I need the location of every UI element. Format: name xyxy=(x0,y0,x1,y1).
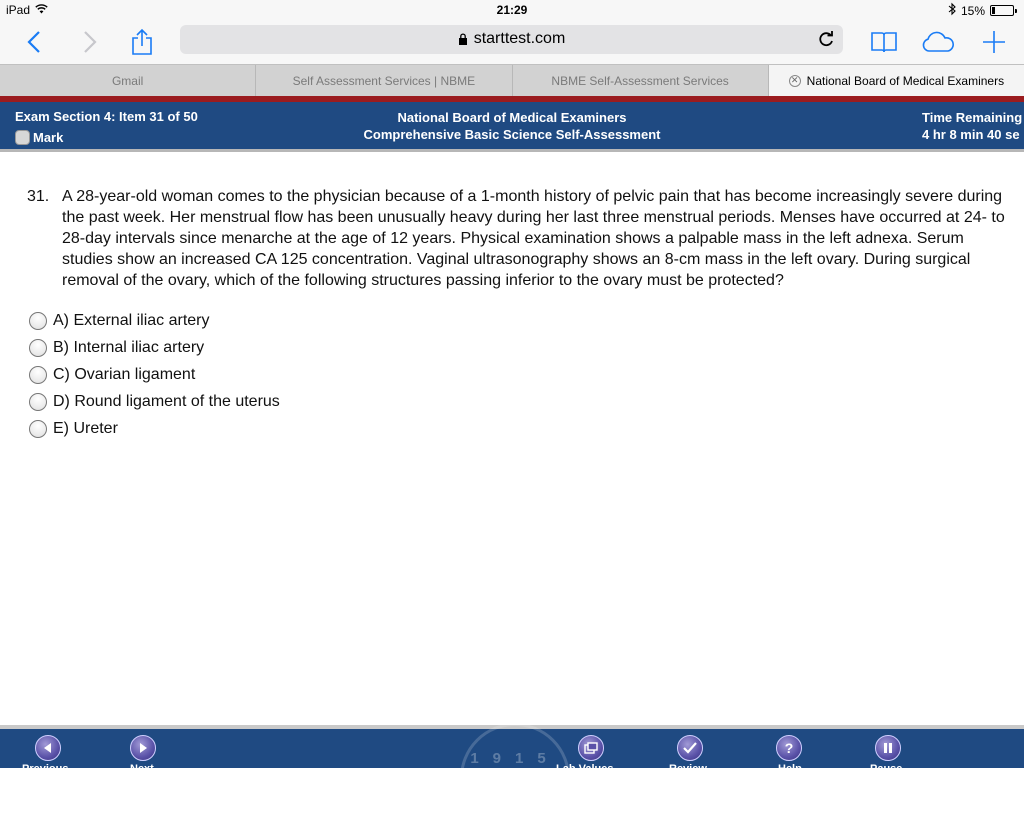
time-value: 4 hr 8 min 40 se xyxy=(922,127,1020,142)
bookmarks-button[interactable] xyxy=(868,26,900,58)
battery-percent: 15% xyxy=(960,3,985,18)
lab-values-button[interactable] xyxy=(578,735,604,761)
question-text: A 28-year-old woman comes to the physician because of a 1-month history of pelvic pain that has become increasingly severe during the past week. Her menstrual flow has been unusually heavy during her last three menstrual periods. Menses have occurred at 24- to 28-day intervals since menarche at the age of 12 years. Physical examination shows a palpable mass in the left adnexa. Serum studies show an increased CA 125 concentration. Vaginal ultrasonography shows an 8-cm mass in the left ovary. During surgical removal of the ovary, which of the following structures passing inferior to the ovary must be protected? xyxy=(62,188,1005,289)
question-number: 31. xyxy=(27,188,50,205)
tab-label: National Board of Medical Examiners xyxy=(806,73,1005,88)
address-bar[interactable] xyxy=(180,25,843,54)
radio-button[interactable] xyxy=(29,366,47,384)
reload-icon xyxy=(817,29,835,49)
previous-label[interactable]: Previous xyxy=(22,763,69,775)
plus-icon xyxy=(982,30,1006,54)
radio-button[interactable] xyxy=(29,393,47,411)
back-button[interactable] xyxy=(18,26,50,58)
url-text: starttest.com xyxy=(473,30,566,47)
icloud-tabs-button[interactable] xyxy=(922,26,954,58)
radio-button[interactable] xyxy=(29,339,47,357)
checkmark-icon xyxy=(683,742,697,754)
org-name: National Board of Medical Examiners xyxy=(397,110,627,125)
share-icon xyxy=(131,28,153,56)
mark-label: Mark xyxy=(33,130,64,145)
reload-button[interactable] xyxy=(817,29,835,54)
time-remaining xyxy=(922,109,1022,143)
radio-button[interactable] xyxy=(29,420,47,438)
answer-label: A) External iliac artery xyxy=(53,311,210,329)
ios-status-bar xyxy=(0,0,1024,20)
pause-button[interactable] xyxy=(875,735,901,761)
answer-label: C) Ovarian ligament xyxy=(53,365,196,383)
new-tab-button[interactable] xyxy=(978,26,1010,58)
review-label[interactable]: Review xyxy=(669,763,707,775)
lab-values-label[interactable]: Lab Values xyxy=(556,763,614,775)
book-icon xyxy=(870,31,898,53)
help-button[interactable] xyxy=(776,735,802,761)
chevron-right-icon xyxy=(83,31,97,53)
review-button[interactable] xyxy=(677,735,703,761)
forward-button[interactable] xyxy=(74,26,106,58)
close-tab-icon[interactable]: ✕ xyxy=(789,75,801,87)
chevron-left-icon xyxy=(27,31,41,53)
tab-nbme-active[interactable] xyxy=(769,65,1024,96)
time-label: Time Remaining xyxy=(922,110,1023,125)
pause-icon xyxy=(883,742,893,754)
radio-button[interactable] xyxy=(29,312,47,330)
browser-toolbar xyxy=(0,20,1024,64)
share-button[interactable] xyxy=(126,26,158,58)
answer-options xyxy=(29,307,280,442)
pause-label[interactable]: Pause xyxy=(870,763,903,775)
answer-option-b[interactable] xyxy=(29,334,280,361)
answer-option-a[interactable] xyxy=(29,307,280,334)
nbme-seal-watermark xyxy=(460,723,570,833)
tab-gmail[interactable]: Gmail xyxy=(0,65,256,96)
tab-self-assessment-services[interactable]: Self Assessment Services | NBME xyxy=(256,65,512,96)
question-mark-icon: ? xyxy=(784,740,794,756)
arrow-left-icon xyxy=(42,742,54,754)
bottom-navigation-bar xyxy=(0,725,1024,775)
bluetooth-icon xyxy=(948,3,956,18)
lock-icon xyxy=(458,33,468,45)
seal-year: 1915 xyxy=(470,750,560,767)
exam-header xyxy=(0,102,1024,152)
help-label[interactable]: Help xyxy=(778,763,802,775)
cloud-icon xyxy=(921,31,955,53)
answer-label: B) Internal iliac artery xyxy=(53,338,205,356)
tab-bar xyxy=(0,64,1024,96)
exam-name: Comprehensive Basic Science Self-Assessment xyxy=(363,127,661,142)
answer-label: D) Round ligament of the uterus xyxy=(53,392,280,410)
question-stem xyxy=(27,186,1007,291)
lab-values-icon xyxy=(584,742,598,754)
answer-option-e[interactable] xyxy=(29,415,280,442)
exam-section-label: Exam Section 4: Item 31 of 50 xyxy=(15,109,198,124)
battery-icon xyxy=(990,5,1014,16)
answer-option-d[interactable] xyxy=(29,388,280,415)
answer-option-c[interactable] xyxy=(29,361,280,388)
tab-nbme-self-assessment[interactable]: NBME Self-Assessment Services xyxy=(513,65,769,96)
next-label[interactable]: Next xyxy=(130,763,154,775)
exam-title xyxy=(0,109,1024,143)
answer-label: E) Ureter xyxy=(53,419,118,437)
arrow-right-icon xyxy=(137,742,149,754)
next-button[interactable] xyxy=(130,735,156,761)
previous-button[interactable] xyxy=(35,735,61,761)
device-name: iPad xyxy=(6,3,31,17)
status-time: 21:29 xyxy=(496,3,528,17)
